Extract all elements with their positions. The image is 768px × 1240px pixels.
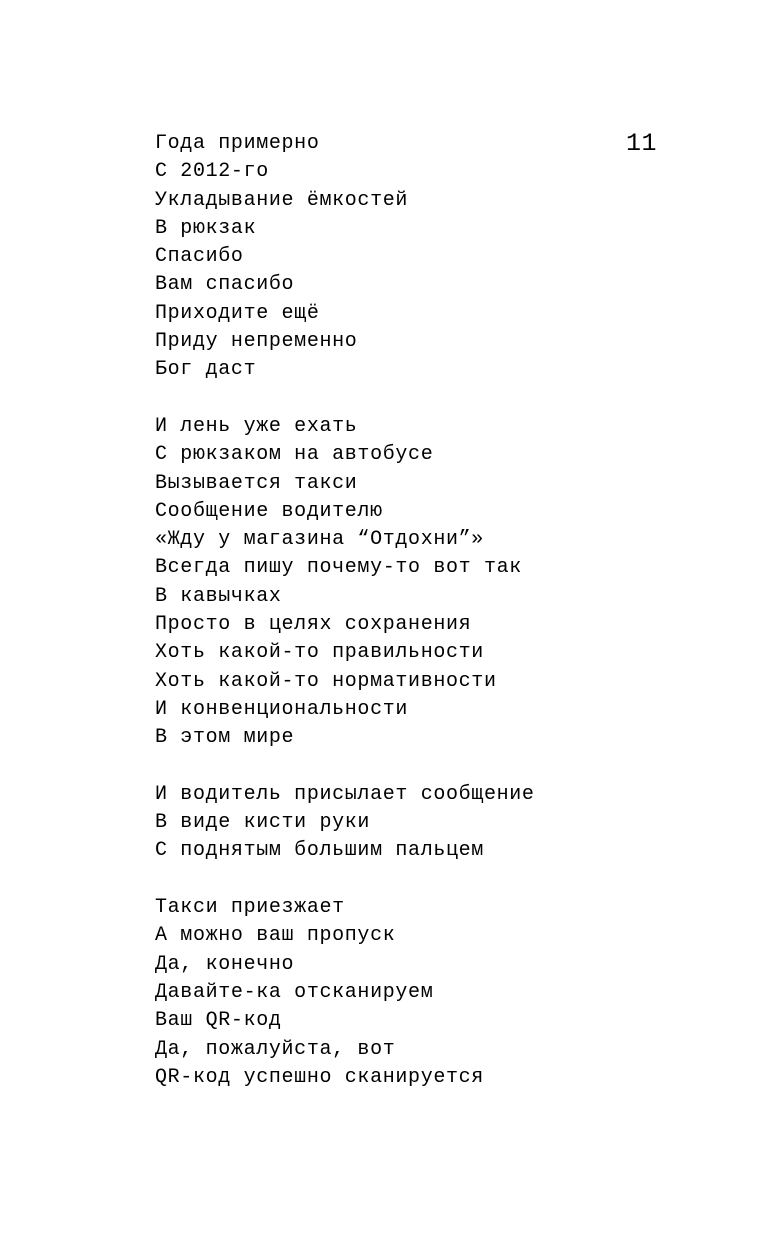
poem-line: Вызывается такси: [155, 471, 358, 495]
poem-line: Сообщение водителю: [155, 499, 383, 523]
poem-line: С поднятым большим пальцем: [155, 839, 484, 863]
poem-line: Вам спасибо: [155, 273, 295, 297]
poem-line: Бог даст: [155, 358, 257, 382]
poem-line: Года примерно: [155, 132, 320, 155]
poem-line: Да, пожалуйста, вот: [155, 1037, 396, 1061]
stanza-break: [155, 866, 715, 894]
poem-line: И водитель присылает сообщение: [155, 782, 535, 806]
poem-line: С 2012-го: [155, 160, 269, 184]
poem-line: В кавычках: [155, 584, 282, 608]
poem-line: Давайте-ка отсканируем: [155, 980, 434, 1004]
poem-line: Укладывание ёмкостей: [155, 188, 409, 212]
poem-line: Просто в целях сохранения: [155, 613, 472, 637]
poem-line: Да, конечно: [155, 952, 295, 976]
stanza-3: [155, 781, 715, 866]
poem-line: Такси приезжает: [155, 896, 345, 920]
poem-line: Хоть какой-то нормативности: [155, 669, 497, 693]
poem-line: QR-код успешно сканируется: [155, 1065, 484, 1089]
poem-line: Приду непременно: [155, 330, 358, 354]
poem-line: А можно ваш пропуск: [155, 924, 396, 948]
stanza-break: [155, 753, 715, 781]
poem-line: В виде кисти руки: [155, 811, 371, 835]
poem-line: И лень уже ехать: [155, 414, 358, 438]
stanza-2: [155, 413, 715, 753]
stanza-4: [155, 894, 715, 1092]
poem-line: Всегда пишу почему-то вот так: [155, 556, 522, 580]
page-number: 11: [626, 129, 658, 158]
poem-line: Приходите ещё: [155, 301, 320, 325]
poem-line: В этом мире: [155, 726, 295, 750]
poem-line: Спасибо: [155, 245, 244, 269]
poem-line: С рюкзаком на автобусе: [155, 443, 434, 467]
poem-line: Хоть какой-то правильности: [155, 641, 484, 665]
poem-line: Ваш QR-код: [155, 1009, 282, 1033]
stanza-break: [155, 385, 715, 413]
poem-line: «Жду у магазина “Отдохни”»: [155, 528, 484, 552]
poem-text: [155, 130, 715, 1092]
stanza-1: [155, 130, 715, 385]
poem-line: В рюкзак: [155, 216, 257, 240]
poem-line: И конвенциональности: [155, 697, 409, 721]
